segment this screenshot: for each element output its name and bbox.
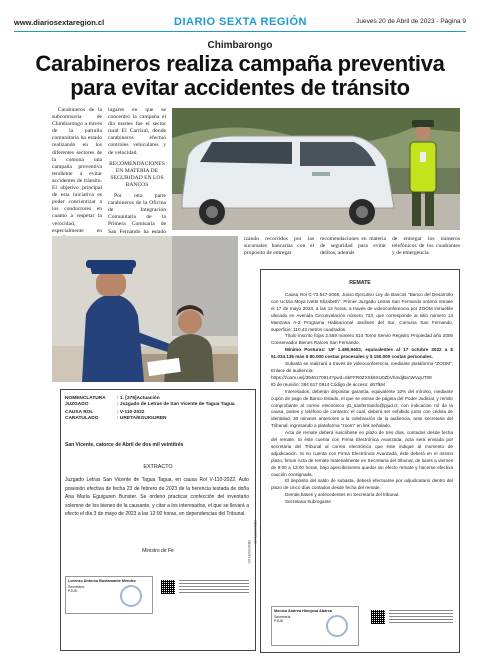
side-code: XBXKSNXFLHG bbox=[247, 540, 251, 564]
photo-traffic-control bbox=[172, 108, 460, 230]
page-header bbox=[14, 14, 466, 34]
article-column-4 bbox=[320, 236, 386, 257]
notice-field-row: CAUSA ROL : V-110-2022 bbox=[65, 410, 145, 415]
notice-field-row: CARATULADO : URETA/EGUIGUREN bbox=[65, 416, 167, 421]
article-paragraph: Por otra parte carabineros de la Oficina de Integración Comunitaria de la Primera Comisaría de San Fernando ha estado bbox=[108, 193, 166, 235]
traffic-control-image bbox=[172, 108, 460, 230]
article-paragraph: izando recorridos por las sucursales bancarias con el propósito de entregar bbox=[244, 236, 314, 257]
article-paragraph: recomendaciones en materia de seguridad para evitar delitos, además bbox=[320, 236, 386, 257]
article-column-3 bbox=[244, 236, 314, 257]
article-kicker: Chimbarongo bbox=[207, 40, 273, 51]
article-paragraph: de entregar los números telefónicos de los cuadrantes y de emergencia. bbox=[392, 236, 460, 257]
article-paragraph: lugares en que se concentró la campaña el día martes fue el sector rural El Carrizal, donde carabineros efectuó controles vehiculares y de velocidad. bbox=[108, 107, 166, 156]
issue-date: Jueves 20 de Abril de 2023 - Página 9 bbox=[356, 18, 466, 25]
verification-text bbox=[179, 580, 249, 594]
seal-icon bbox=[326, 615, 348, 637]
bank-visit-image bbox=[52, 236, 238, 382]
article-title: Carabineros realiza campaña preventiva para evitar accidentes de tránsito bbox=[35, 51, 445, 100]
qr-code-icon[interactable] bbox=[371, 610, 385, 624]
notice-signoff: Ministro de Fe bbox=[142, 548, 174, 554]
seal-icon bbox=[120, 585, 142, 607]
notice-field-row: NOMENCLATURA : 1. [378]Actuación bbox=[65, 396, 160, 401]
notice-field-row: JUZGADO : Juzgado de Letras de San Vicente de Tagua Tagua bbox=[65, 402, 235, 407]
article-column-5 bbox=[392, 236, 460, 257]
notice-fields bbox=[65, 396, 251, 422]
legal-notice-remate bbox=[253, 269, 460, 653]
qr-code-icon[interactable] bbox=[161, 580, 175, 594]
legal-notice-extracto bbox=[60, 389, 256, 651]
signature-box: Monica Andrea Hinojosa Abarca Secretaria PJUD bbox=[271, 606, 359, 646]
notice-heading: REMATE bbox=[349, 280, 371, 286]
zoom-link[interactable]: https://zoom.us/j/3646170914?pwd=SkFFR0ZXSk9XU0ZbVhmdjBxcWVqUT09 bbox=[271, 374, 432, 380]
remate-body: Causa Rol C-73.547-2008, Juicio Ejecutivo Ley de Bancos "Banco del Desarrollo con Uctzia Moya Ivette Elizabeth", Primer Juzgado Letras San Fernando ordenó remate el 17 de mayo 2023, a las 12 horas, a través de videoconferencia por ZOOM inmueble ubicado en Avenida Circunvalación número 723, que corresponde al sitio número 13 Manzana A-2 Programa Habitacional Jardines del Sur, Comuna San Fernando, superficie: 110,43 metros cuadrados. Título inscrito fojas 2.559 número 514 Torno Servio Registro Propiedad año 2006 Conservador Bienes Raíces San Fernando. Mínimo Posturas: UF 1.480,9403, equivalentes al 17 octubre 2022 a $ 51.034.136 más $ 80.000 costas procesales y $ 150.000 costas personales. Subasta se realizará a través de videoconferencia, mediante plataforma "ZOOM". Enlace de audiencia: https://zoom.us/j/3646170914?pwd=SkFFR0ZXSk9XU0ZbVhmdjBxcWVqUT09 ID de reunión: 364 617 0914 Código de acceso: d67fkM Interesados, deberán depositar garantía, equivalente 10% del mínimo, mediante cupón de pago de Banco Estado, el que se extrae de página del Poder Judicial, y remitir comprobante al correo electrónico jl1_sanfernando@pjud.cl; con indicación rol de la causa, partes y teléfono de contacto; el cual, deberá ser exhibido junto con cédula de identidad, 30 minutos anteriores a la celebración de la audiencia, ante secretaria del Tribunal; ingresando a plataforma "zoom" en link señalado. Acta de remate deberá suscribirse en plazo de tres días, contados desde fecha del remate. Si éste cuenta con Firma Electrónica Avanzada, acta será enviada por secretaria del Tribunal al correo electrónico que éste indique al momento de adjudicación. Si no cuenta con Firma Electrónica Avanzada, éste deberá en el mismo plazo, firmar Acta de remate materialmente en Secretaria del tribunal, de lunes a viernes de 9:00 a 13:00 horas, bajo apercibimiento quedar sin efecto remate y hacerse efectiva caución consignada. El depósito del saldo de subasta, deberá efectuarse por adjudicatario dentro del plazo de cinco días contados desde fecha del remate. Demás bases y antecedentes en Secretaría del tribunal. Secretaria Subrogante bbox=[271, 292, 453, 505]
newspaper-name: DIARIO SEXTA REGIÓN bbox=[174, 16, 307, 28]
notice-heading: EXTRACTO bbox=[143, 464, 173, 470]
header-rule bbox=[14, 31, 466, 32]
notice-body: Juzgado Letras San Vicente de Tagua Tagua, en causa Rol V-110-2022. Auto posesión efectiva de fecha 23 de febrero de 2023 de la herencia testada de doña Ana María Eguiguren Bunster. Se ordenó practicar confección del inventario solemne de los bienes de la causante, y citar a los interesados, el que se llevará a efecto el día 3 de mayo de 2023 a las 12:00 horas, en dependencias del Tribunal. bbox=[65, 477, 249, 518]
verification-text bbox=[389, 610, 453, 624]
section-heading: RECOMENDACIONES EN MATERIA DE SEGURIDAD EN LOS BANCOS bbox=[109, 160, 165, 188]
side-code: XBXKSNXFLHG bbox=[253, 520, 257, 544]
signature-box: Lorenzo Antonio Bustamante Méndez Secretario PJUD bbox=[65, 576, 153, 614]
site-url[interactable]: www.diariosextaregion.cl bbox=[14, 18, 105, 27]
photo-bank-visit bbox=[52, 236, 238, 382]
article-column-2 bbox=[108, 107, 166, 243]
article-paragraph: Carabineros de la subcomisaría de Chimbarongo a través de la patrulla comunitaria ha estado realizando en los diferentes sectores de la comuna una campaña preventiva tendiente a evitar accidentes de tránsito. El objetivo principal de esta iniciativa es poder concientizar a los conductores en cuanto a respetar la velocidad, especialmente en bbox=[52, 107, 102, 234]
notice-place-date: San Vicente, catorce de Abril de dos mil veintitrés bbox=[65, 442, 184, 448]
